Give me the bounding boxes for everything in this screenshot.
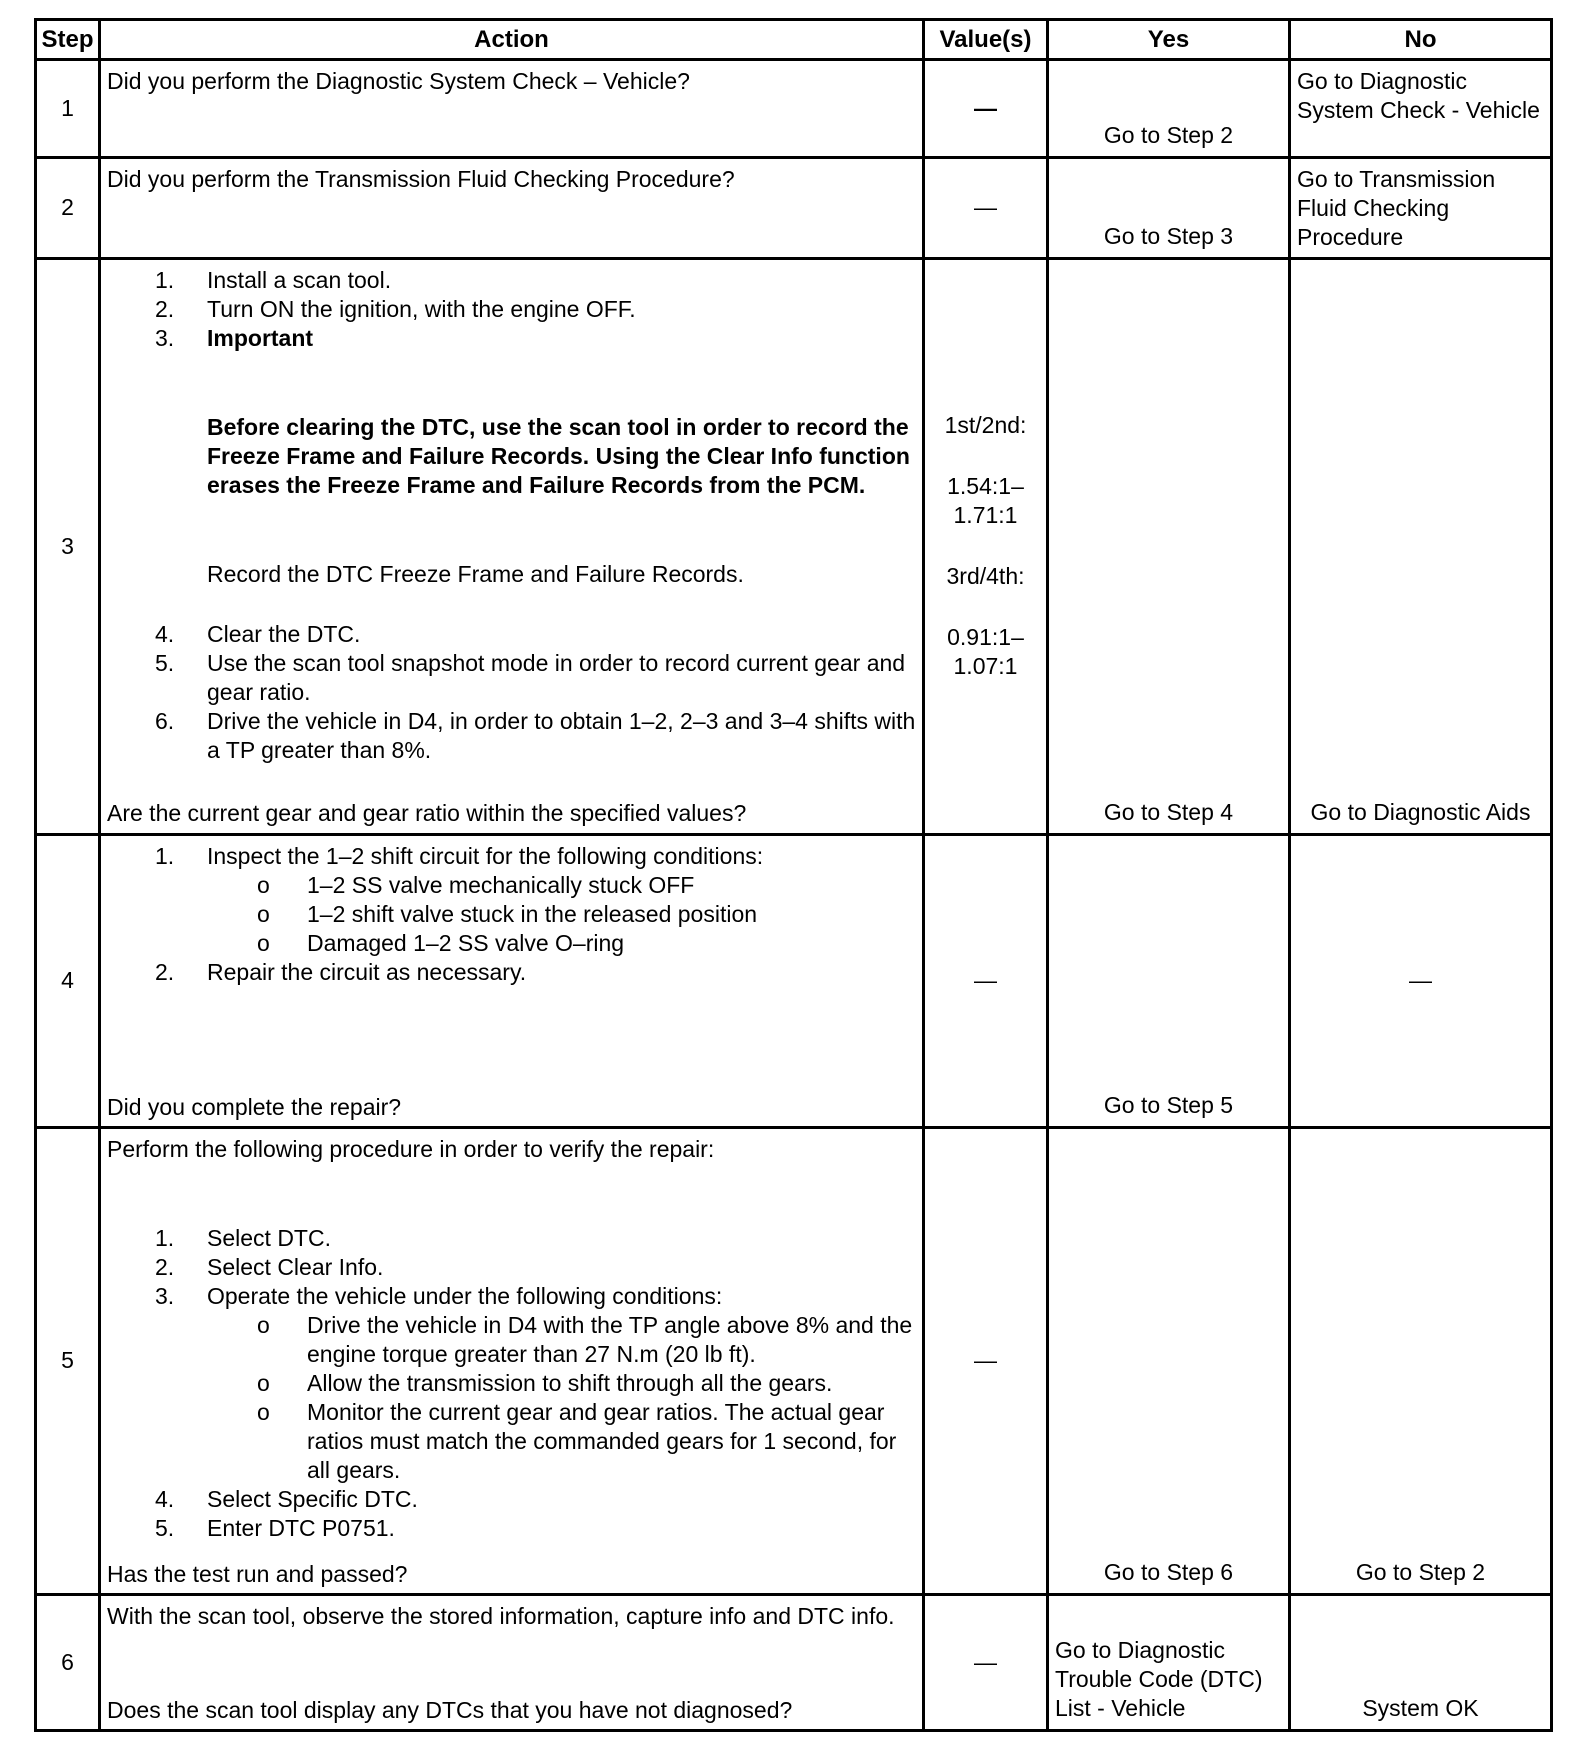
table-row — [36, 258, 1552, 834]
question-text: Are the current gear and gear ratio within the specified values? — [107, 799, 747, 826]
table-row — [36, 158, 1552, 258]
diagnostic-table — [34, 18, 1553, 1732]
action-cell — [100, 258, 924, 834]
step-number: 4 — [36, 834, 100, 1127]
yes-link[interactable]: Go to Step 6 — [1048, 1127, 1290, 1594]
value-spec: 1st/2nd: 1.54:1–1.71:1 3rd/4th: 0.91:1–1.07:1 — [924, 258, 1048, 834]
action-text: Did you perform the Transmission Fluid Checking Procedure? — [100, 158, 924, 258]
list-item: 6. Drive the vehicle in D4, in order to obtain 1–2, 2–3 and 3–4 shifts with a TP greater than 8%. — [155, 707, 916, 763]
yes-link[interactable]: Go to Step 2 — [1048, 60, 1290, 158]
question-text: Did you complete the repair? — [107, 1093, 402, 1120]
table-row — [36, 60, 1552, 158]
no-link[interactable]: Go to Transmission Fluid Checking Procedure — [1290, 158, 1552, 258]
list-item: o Damaged 1–2 SS valve O–ring — [257, 929, 625, 956]
list-item: 5. Use the scan tool snapshot mode in order to record current gear and gear ratio. — [155, 649, 906, 705]
list-item: o 1–2 shift valve stuck in the released position — [257, 900, 758, 927]
value-dash: — — [924, 834, 1048, 1127]
no-link[interactable]: Go to Diagnostic System Check - Vehicle — [1290, 60, 1552, 158]
yes-link[interactable]: Go to Diagnostic Trouble Code (DTC) List - Vehicle — [1048, 1594, 1290, 1730]
list-item: o 1–2 SS valve mechanically stuck OFF — [257, 871, 695, 898]
list-item: o Drive the vehicle in D4 with the TP angle above 8% and the engine torque greater than 27 N.m (20 lb ft). — [257, 1311, 913, 1367]
list-item: o Allow the transmission to shift through all the gears. — [257, 1369, 833, 1396]
no-result: System OK — [1290, 1594, 1552, 1730]
list-item: 2. Select Clear Info. — [155, 1253, 384, 1280]
action-cell — [100, 834, 924, 1127]
list-item: 5. Enter DTC P0751. — [155, 1514, 395, 1541]
action-text: Did you perform the Diagnostic System Check – Vehicle? — [100, 60, 924, 158]
list-item: o Monitor the current gear and gear ratios. The actual gear ratios must match the commanded gears for 1 second, for all gears. — [257, 1398, 897, 1483]
question-text: Has the test run and passed? — [107, 1560, 408, 1587]
list-item: 4. Clear the DTC. — [155, 620, 361, 647]
list-item: 2. Repair the circuit as necessary. — [155, 958, 527, 985]
header-values: Value(s) — [924, 20, 1048, 60]
step-number: 6 — [36, 1594, 100, 1730]
step-number: 3 — [36, 258, 100, 834]
list-item: 1. Install a scan tool. — [155, 266, 392, 293]
list-item: 3. Operate the vehicle under the following conditions: o Drive the vehicle in D4 with the TP angle above 8% and the engine torque greater than 27 N.m (20 lb ft). o Allow the transmission to shift through all the gears. o Monitor the current gear and gear ratios. The actual gear ratios must match the commanded gears for 1 second, for all gears. — [107, 1282, 916, 1485]
step-number: 2 — [36, 158, 100, 258]
value-dash: — — [924, 158, 1048, 258]
step-number: 5 — [36, 1127, 100, 1594]
step-number: 1 — [36, 60, 100, 158]
value-dash: — — [924, 1594, 1048, 1730]
value-dash: — — [924, 1127, 1048, 1594]
header-step: Step — [36, 20, 100, 60]
list-item: 3. Important — [155, 324, 314, 351]
no-dash: — — [1290, 834, 1552, 1127]
no-link[interactable]: Go to Diagnostic Aids — [1290, 258, 1552, 834]
no-link[interactable]: Go to Step 2 — [1290, 1127, 1552, 1594]
list-item: 1. Select DTC. — [155, 1224, 331, 1251]
yes-link[interactable]: Go to Step 4 — [1048, 258, 1290, 834]
record-text: Record the DTC Freeze Frame and Failure Records. — [207, 560, 744, 587]
important-note: Before clearing the DTC, use the scan tool in order to record the Freeze Frame and Failure Records. Using the Clear Info function erases the Freeze Frame and Failure Records from the PCM. — [207, 413, 910, 498]
yes-link[interactable]: Go to Step 5 — [1048, 834, 1290, 1127]
question-text: Does the scan tool display any DTCs that you have not diagnosed? — [107, 1697, 793, 1723]
header-action: Action — [100, 20, 924, 60]
yes-link[interactable]: Go to Step 3 — [1048, 158, 1290, 258]
list-item: 4. Select Specific DTC. — [155, 1485, 418, 1512]
header-row — [36, 20, 1552, 60]
header-no: No — [1290, 20, 1552, 60]
value-dash: — — [924, 60, 1048, 158]
table-row — [36, 1127, 1552, 1594]
table-row — [36, 1594, 1552, 1730]
action-cell — [100, 1594, 924, 1730]
action-text: With the scan tool, observe the stored information, capture info and DTC info. — [107, 1602, 895, 1629]
list-item: 1. Inspect the 1–2 shift circuit for the following conditions: o 1–2 SS valve mechanically stuck OFF o 1–2 shift valve stuck in the released position o Damaged 1–2 SS valve O–ring — [107, 842, 916, 958]
list-item: 2. Turn ON the ignition, with the engine OFF. — [155, 295, 636, 322]
action-cell — [100, 1127, 924, 1594]
intro-text: Perform the following procedure in order to verify the repair: — [107, 1135, 715, 1162]
header-yes: Yes — [1048, 20, 1290, 60]
table-row — [36, 834, 1552, 1127]
